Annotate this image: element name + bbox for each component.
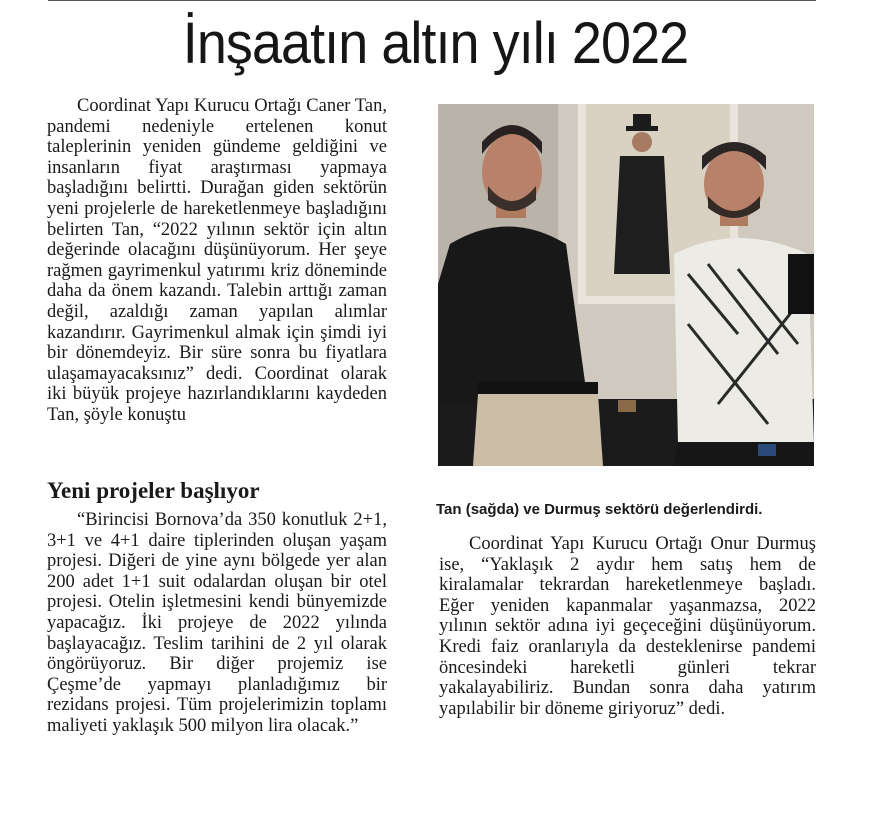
second-column-paragraph: Coordinat Yapı Kurucu Ortağı Onur Durmuş ise, “Yaklaşık 2 aydır hem satış hem de kiralamalar tekrardan hareketlenmeye başladı. Eğer yeniden kapanmalar yaşanmazsa, 2022 yılının sektör adına iyi geçeceğini düşünüyorum. Kredi faiz oranlarıyla da desteklenirse pandemi öncesindeki hareketli günleri tekrar yakalayabiliriz. Bundan sonra daha yatırım yapılabilir bir döneme giriyoruz” dedi. (439, 534, 816, 719)
photo-illustration (438, 104, 814, 466)
projects-paragraph: “Birincisi Bornova’da 350 konutluk 2+1, 3+1 ve 4+1 daire tiplerinden oluşan yaşam projesi. Diğeri de yine aynı bölgede yer alan 200 adet 1+1 suit odalardan oluşan bir otel projesi. Otelin işletmesini kendi bünyemizde yapacağız. İki projeye de 2022 yılında başlayacağız. Teslim tarihini de 2 yıl olarak öngörüyoruz. Bir diğer projemiz ise Çeşme’de yapmayı planladığımız bir rezidans projesi. Tüm projelerimizin toplamı maliyeti yaklaşık 500 milyon lira olacak.” (47, 510, 387, 736)
second-column (439, 534, 816, 719)
headline: İnşaatın altın yılı 2022 (182, 11, 689, 76)
projects-column (47, 510, 387, 737)
article-photo (438, 104, 814, 466)
subheading: Yeni projeler başlıyor (47, 478, 260, 503)
lead-column (47, 96, 387, 426)
photo-caption: Tan (sağda) ve Durmuş sektörü değerlendirdi. (436, 501, 763, 518)
lead-paragraph: Coordinat Yapı Kurucu Ortağı Caner Tan, pandemi nedeniyle ertelenen konut taleplerinin yeniden gündeme geldiğini ve insanların fiyat araştırması yapmaya başladığını belirtti. Durağan giden sektörün yeni projelerle de hareketlenmeye başladığını belirten Tan, “2022 yılının sektör için altın değerinde olacağını düşünüyorum. Her şeye rağmen gayrimenkul yatırımı kriz döneminde daha da önem kazandı. Talebin arttığı zaman değil, azaldığı zaman yapılan alımlar kazandırır. Gayrimenkul almak için şimdi iyi bir dönemdeyiz. Bir süre sonra bu fiyatlara ulaşamayacaksınız” dedi. Coordinat olarak iki büyük projeye hazırlandıklarını kaydeden Tan, şöyle konuştu (47, 96, 387, 425)
top-rule (48, 0, 816, 1)
